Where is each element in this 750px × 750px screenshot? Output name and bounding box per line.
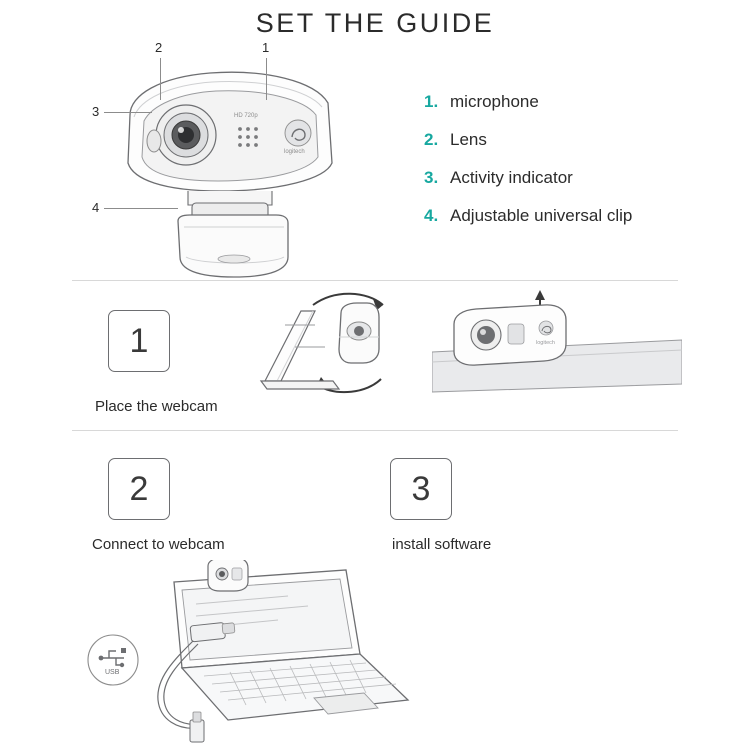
- step-box-3: 3: [390, 458, 452, 520]
- svg-text:logitech: logitech: [536, 340, 555, 346]
- mount-on-laptop-illustration: [255, 285, 415, 405]
- legend-number: 2.: [424, 130, 439, 149]
- legend-number: 3.: [424, 168, 439, 187]
- legend-number: 4.: [424, 206, 439, 225]
- legend-label: Adjustable universal clip: [450, 206, 633, 225]
- step-box-1: 1: [108, 310, 170, 372]
- legend-number: 1.: [424, 92, 439, 111]
- callout-line-1: [266, 58, 267, 100]
- callout-number-2: 2: [155, 40, 163, 55]
- section-divider-bottom: [72, 430, 678, 431]
- webcam-illustration: [100, 45, 390, 285]
- step-caption-2: Connect to webcam: [92, 536, 225, 553]
- page-title: SET THE GUIDE: [255, 8, 495, 38]
- legend-list: [424, 92, 734, 244]
- svg-text:USB: USB: [105, 669, 120, 676]
- section-divider-top: [72, 280, 678, 281]
- step-caption-1: Place the webcam: [95, 398, 218, 415]
- legend-label: Activity indicator: [450, 168, 573, 187]
- callout-number-1: 1: [262, 40, 270, 55]
- callout-number-4: 4: [92, 200, 100, 215]
- step-caption-3: install software: [392, 536, 492, 553]
- legend-label: Lens: [450, 130, 487, 149]
- legend-label: microphone: [450, 92, 539, 111]
- laptop-usb-illustration: [78, 560, 418, 745]
- step-box-2: 2: [108, 458, 170, 520]
- legend-item-2: [424, 130, 734, 150]
- callout-line-3: [104, 112, 152, 113]
- legend-item-1: [424, 92, 734, 112]
- callout-line-4: [104, 208, 178, 209]
- legend-item-3: [424, 168, 734, 188]
- callout-line-2: [160, 58, 161, 100]
- callout-number-3: 3: [92, 104, 100, 119]
- svg-text:HD 720p: HD 720p: [234, 113, 258, 119]
- webcam-on-monitor-illustration: [432, 288, 682, 398]
- svg-text:logitech: logitech: [284, 149, 305, 155]
- legend-item-4: [424, 206, 734, 226]
